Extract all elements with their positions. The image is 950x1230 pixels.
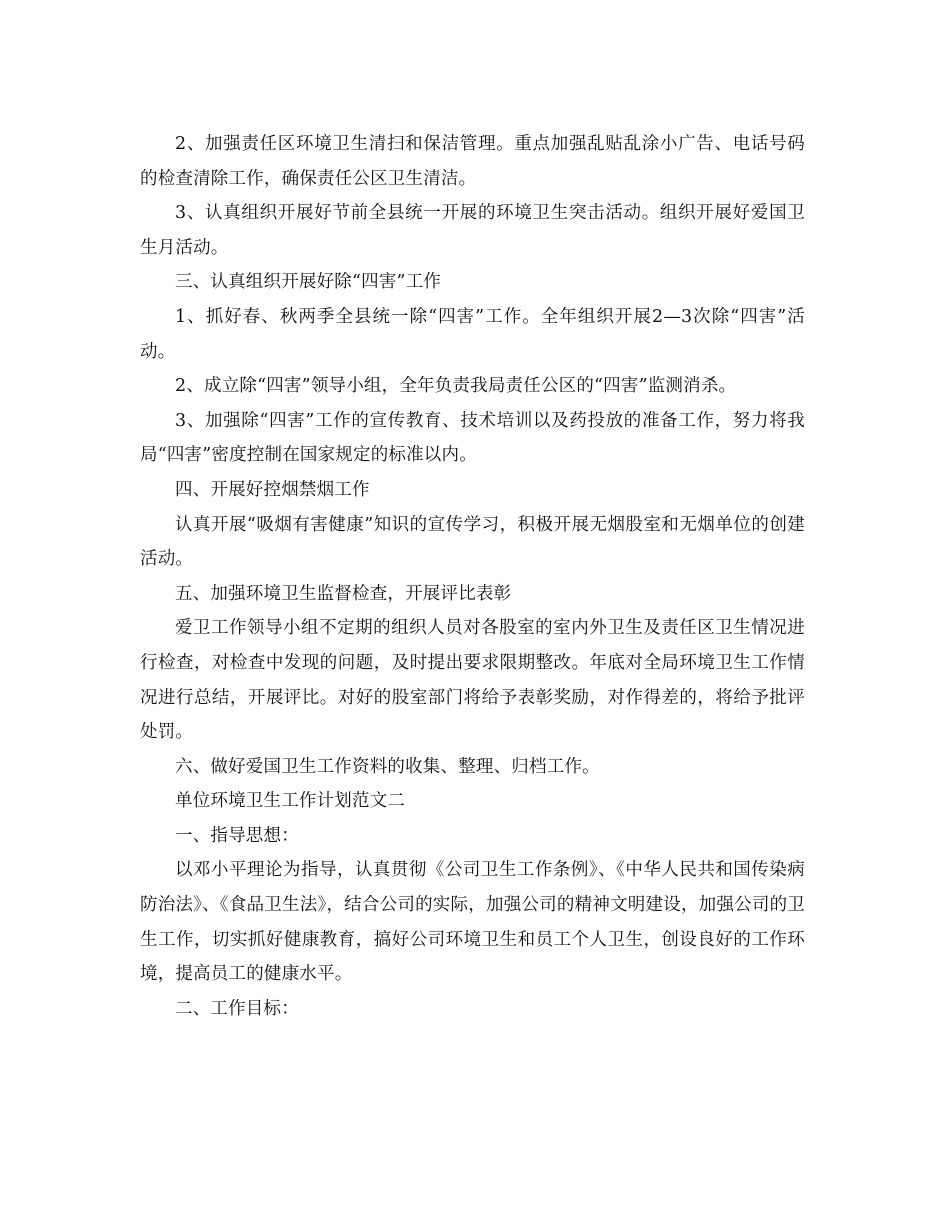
section-heading-four-pests: 三、认真组织开展好除“四害”工作: [175, 272, 442, 293]
paragraph-cleaning-management: 2、加强责任区环境卫生清扫和保洁管理。重点加强乱贴乱涂小广告、电话号码的检查清除工作，确保责任公区卫生清洁。: [140, 134, 805, 189]
paragraph-seasonal-pest-control: 1、抓好春、秋两季全县统一除“四害”工作。全年组织开展2—3次除“四害”活动。: [140, 306, 805, 362]
section-heading-work-goals: 二、工作目标：: [175, 998, 299, 1019]
paragraph-sanitation-campaign: 3、认真组织开展好节前全县统一开展的环境卫生突击活动。组织开展好爱国卫生月活动。: [140, 203, 805, 258]
sample-two-title: 单位环境卫生工作计划范文二: [175, 791, 406, 812]
section-heading-guiding-principle: 一、指导思想：: [175, 825, 299, 846]
section-heading-records: 六、做好爱国卫生工作资料的收集、整理、归档工作。: [175, 756, 600, 777]
paragraph-guiding-principle: 以邓小平理论为指导，认真贯彻《公司卫生工作条例》、《中华人民共和国传染病防治法》、《食品卫生法》，结合公司的实际，加强公司的精神文明建设，加强公司的卫生工作，切实抓好健康教育，搞好公司环境卫生和员工个人卫生，创设良好的工作环境，提高员工的健康水平。: [140, 860, 805, 985]
paragraph-pest-education: 3、加强除“四害”工作的宣传教育、技术培训以及药投放的准备工作，努力将我局“四害”密度控制在国家规定的标准以内。: [140, 410, 805, 466]
paragraph-smoke-free-campaign: 认真开展“吸烟有害健康”知识的宣传学习，积极开展无烟股室和无烟单位的创建活动。: [140, 514, 805, 570]
document-body: [140, 127, 805, 1026]
section-heading-inspection: 五、加强环境卫生监督检查，开展评比表彰: [175, 583, 512, 604]
paragraph-pest-control-group: 2、成立除“四害”领导小组，全年负责我局责任公区的“四害”监测消杀。: [175, 376, 737, 397]
paragraph-inspection-details: 爱卫工作领导小组不定期的组织人员对各股室的室内外卫生及责任区卫生情况进行检查，对检查中发现的问题，及时提出要求限期整改。年底对全局环境卫生工作情况进行总结，开展评比。对好的股室部门将给予表彰奖励，对作得差的，将给予批评处罚。: [140, 618, 805, 743]
section-heading-smoking-control: 四、开展好控烟禁烟工作: [175, 479, 370, 500]
